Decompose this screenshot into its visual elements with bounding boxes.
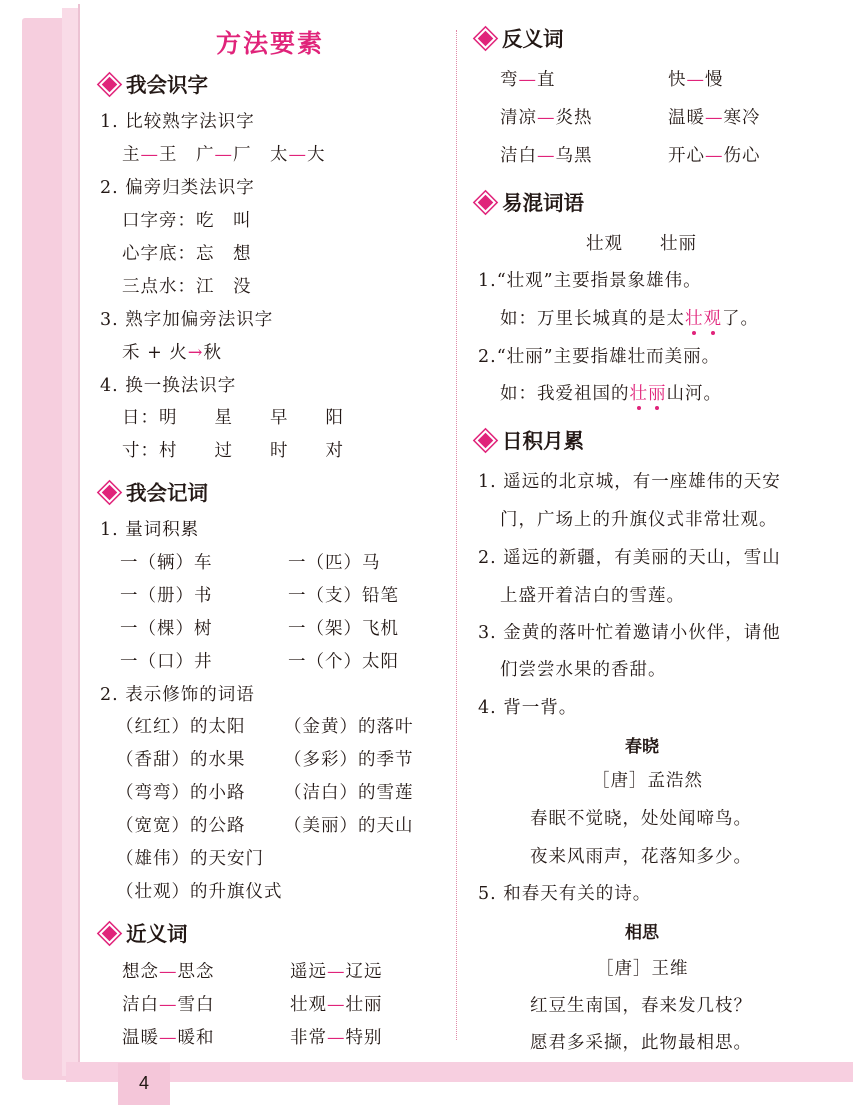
synonym-pair: 遥远—辽远 [290,962,383,982]
list-item: 心字底：忘 想 [122,244,252,264]
word-item: （洁白）的雪莲 [284,783,414,803]
word-item: （宽宽）的公路 [116,816,246,836]
word-item: （壮观）的升旗仪式 [116,882,283,902]
word-item: 一（棵）树 [120,619,213,639]
poem-title: 相思 [625,923,659,943]
poem-line: 春眠不觉晓，处处闻啼鸟。 [530,809,752,829]
word-item: 一（口）井 [120,652,213,672]
poem-author: ［唐］王维 [596,959,689,979]
list-item: 寸：村 过 时 对 [122,441,344,461]
diamond-bullet-icon [102,485,118,501]
word-item: 一（个）太阳 [288,652,399,672]
word-item: （雄伟）的天安门 [116,849,264,869]
word-item: （金黄）的落叶 [284,717,414,737]
synonym-pair: 壮观—壮丽 [290,995,383,1015]
section-heading-yihun: 易混词语 [476,186,584,216]
synonym-pair: 洁白—雪白 [122,995,215,1015]
word-item: （多彩）的季节 [284,750,414,770]
sentence-line: 3. 金黄的落叶忙着邀请小伙伴，请他 [478,623,781,643]
section-heading-rijiyuelei: 日积月累 [476,424,584,454]
poem-title: 春晓 [625,737,659,757]
list-heading: 1. 比较熟字法识字 [100,112,255,132]
word-item: 一（匹）马 [288,553,381,573]
list-item: 三点水：江 没 [122,277,252,297]
antonym-pair: 弯—直 [500,70,556,90]
antonym-pair: 开心—伤心 [668,146,761,166]
sentence-line: 门，广场上的升旗仪式非常壮观。 [500,510,778,530]
word-item: （香甜）的水果 [116,750,246,770]
synonym-pair: 温暖—暖和 [122,1028,215,1048]
word-item: 一（支）铅笔 [288,586,399,606]
section-heading-jinyi: 近义词 [100,917,188,947]
list-heading: 3. 熟字加偏旁法识字 [100,310,274,330]
section-heading-jici: 我会记词 [100,476,208,506]
antonym-pair: 快—慢 [668,70,724,90]
list-heading: 1. 量词积累 [100,520,200,540]
word-pair: 壮观 壮丽 [586,234,697,254]
poem-line: 夜来风雨声，花落知多少。 [530,847,752,867]
poem-line: 愿君多采撷，此物最相思。 [530,1033,752,1053]
word-item: （弯弯）的小路 [116,783,246,803]
sentence-line: 4. 背一背。 [478,698,578,718]
sentence-line: 们尝尝水果的香甜。 [500,660,667,680]
list-item: 禾 + 火→秋 [122,343,222,363]
page-bottom-band [66,1062,853,1082]
column-divider [456,30,457,1040]
antonym-pair: 温暖—寒冷 [668,108,761,128]
word-item: 一（架）飞机 [288,619,399,639]
example-line: 如：万里长城真的是太壮观了。 [500,309,759,329]
list-heading: 2. 表示修饰的词语 [100,685,255,705]
diamond-bullet-icon [102,926,118,942]
sentence-line: 5. 和春天有关的诗。 [478,884,652,904]
section-heading-shizi: 我会识字 [100,68,208,98]
word-item: 一（辆）车 [120,553,213,573]
poem-author: ［唐］孟浩然 [592,771,703,791]
explanation-line: 1.“壮观”主要指景象雄伟。 [478,271,702,291]
word-item: （美丽）的天山 [284,816,414,836]
synonym-pair: 非常—特别 [290,1028,383,1048]
antonym-pair: 清凉—炎热 [500,108,593,128]
word-item: 一（册）书 [120,586,213,606]
sentence-line: 1. 遥远的北京城，有一座雄伟的天安 [478,472,781,492]
list-item: 日：明 星 早 阳 [122,408,344,428]
synonym-pair: 想念—思念 [122,962,215,982]
section-heading-fanyi: 反义词 [476,22,564,52]
list-heading: 2. 偏旁归类法识字 [100,178,255,198]
example-line: 如：我爱祖国的壮丽山河。 [500,384,722,404]
diamond-bullet-icon [102,77,118,93]
diamond-bullet-icon [478,433,494,449]
explanation-line: 2.“壮丽”主要指雄壮而美丽。 [478,347,721,367]
word-item: （红红）的太阳 [116,717,246,737]
page-number: 4 [118,1063,170,1105]
diamond-bullet-icon [478,31,494,47]
poem-line: 红豆生南国，春来发几枝？ [530,996,752,1016]
list-heading: 4. 换一换法识字 [100,376,237,396]
sentence-line: 2. 遥远的新疆，有美丽的天山，雪山 [478,548,781,568]
list-item: 口字旁：吃 叫 [122,211,252,231]
list-item: 主—王 广—厂 太—大 [122,145,326,165]
antonym-pair: 洁白—乌黑 [500,146,593,166]
page-title: 方法要素 [216,29,325,58]
sentence-line: 上盛开着洁白的雪莲。 [500,586,685,606]
diamond-bullet-icon [478,195,494,211]
